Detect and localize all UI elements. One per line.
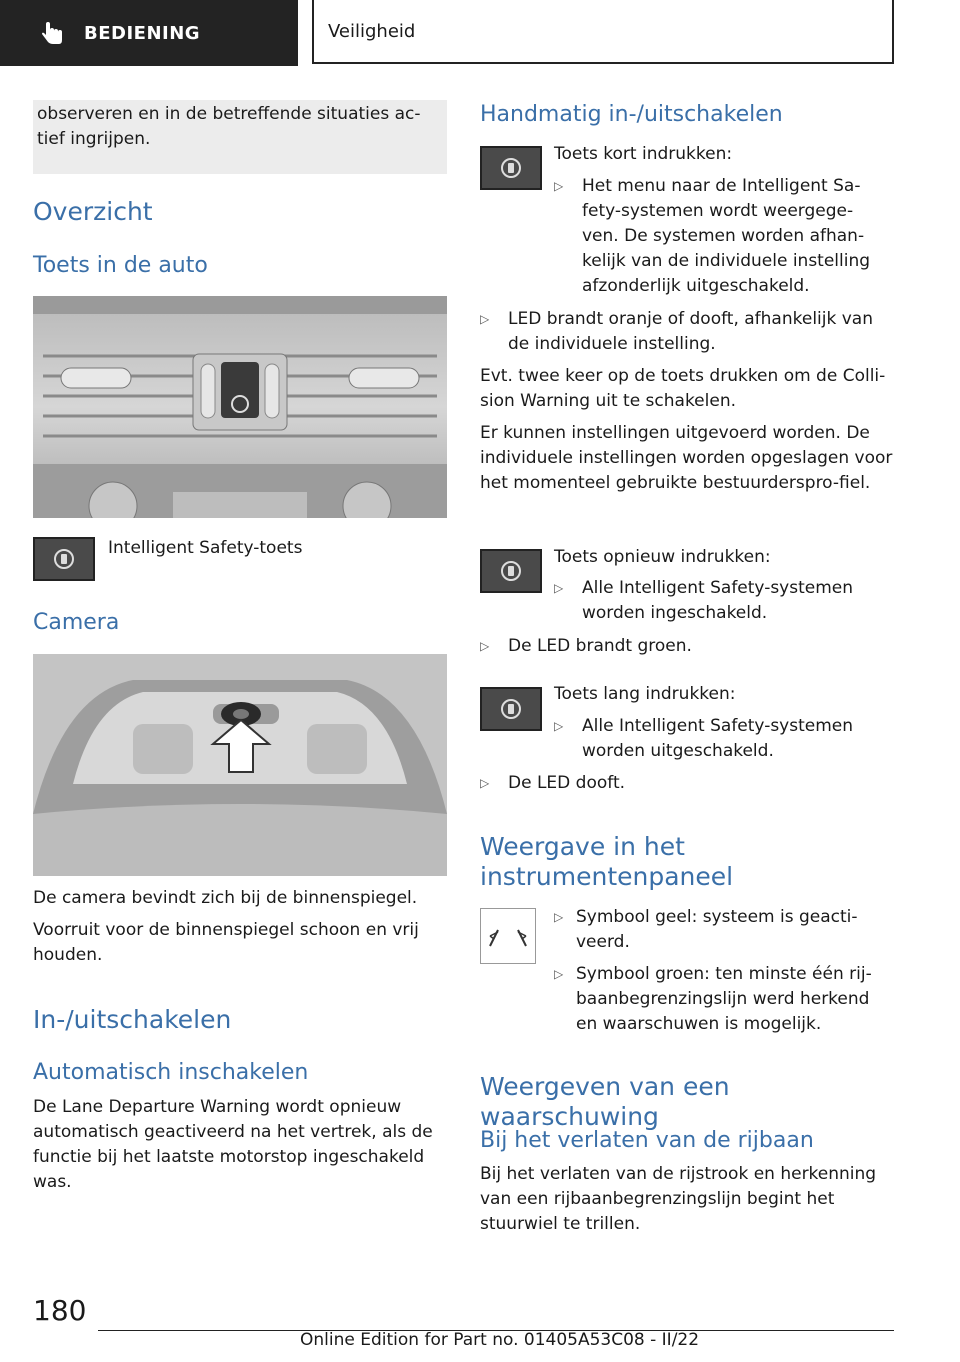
section-tab[interactable]	[0, 0, 298, 66]
er-text: Er kunnen instellingen uitgevoerd worden. De individuele instellingen worden opgeslagen voor het momenteel gebruikte bestuurderspro-fiel.	[480, 423, 893, 493]
rijbaan-text: Bij het verlaten van de rijstrook en herkenning van een rijbaanbegrenzingslijn begint het stuurwiel te trillen.	[480, 1164, 877, 1234]
bullet-triangle-icon: ▷	[554, 719, 564, 733]
auto-text: De Lane Departure Warning wordt opnieuw automatisch geactiveerd na het vertrek, als de functie bij het laatste motorstop ingeschakeld was.	[33, 1097, 433, 1192]
dashboard-photo	[33, 296, 447, 518]
safety-button-icon	[33, 537, 95, 581]
camera-heading: Camera	[33, 610, 120, 635]
weergeven-heading: Weergeven van een waarschuwing	[480, 1072, 730, 1131]
list-item: ▷ Symbool groen: ten minste één rij-baanbegrenzingslijn werd herkend en waarschuwen is mogelijk.	[554, 962, 884, 1037]
camera-text-2: Voorruit voor de binnenspiegel schoon en vrij houden.	[33, 920, 419, 965]
list-item: ▷ LED brandt oranje of dooft, afhankelijk van de individuele instelling.	[480, 307, 892, 357]
inuit-heading: In-/uitschakelen	[33, 1005, 232, 1034]
camera-photo	[33, 654, 447, 876]
intro-box	[33, 100, 447, 174]
windshield-illustration	[33, 654, 447, 876]
lang-label: Toets lang indrukken:	[554, 684, 736, 704]
footer-edition: Online Edition for Part no. 01405A53C08 - II/22	[300, 1330, 700, 1350]
bullet-triangle-icon: ▷	[480, 776, 490, 790]
dashboard-illustration	[33, 296, 447, 518]
bullet-triangle-icon: ▷	[554, 581, 564, 595]
list-item: ▷ Alle Intelligent Safety-systemen worden ingeschakeld.	[554, 576, 884, 626]
bullet-triangle-icon: ▷	[554, 967, 564, 981]
list-item: ▷ Symbool geel: systeem is geacti-veerd.	[554, 905, 884, 955]
intro-text: observeren en in de betreffende situaties ac-tief ingrijpen.	[37, 104, 421, 149]
toets-heading: Toets in de auto	[33, 253, 208, 278]
weergave-heading: Weergave in het instrumentenpaneel	[480, 832, 734, 891]
rijbaan-heading: Bij het verlaten van de rijbaan	[480, 1128, 814, 1153]
list-item: ▷ Alle Intelligent Safety-systemen worden uitgeschakeld.	[554, 714, 884, 764]
evt-text: Evt. twee keer op de toets drukken om de Colli-sion Warning uit te schakelen.	[480, 366, 886, 411]
auto-heading: Automatisch inschakelen	[33, 1060, 309, 1085]
safety-caption: Intelligent Safety-toets	[108, 538, 303, 558]
page-number: 180	[33, 1294, 87, 1327]
list-item: ▷ De LED brandt groen.	[480, 634, 892, 659]
overzicht-heading: Overzicht	[33, 197, 153, 226]
safety-button-icon	[480, 549, 542, 593]
list-item: ▷ Het menu naar de Intelligent Sa-fety-systemen wordt weergege-ven. De systemen worden afhan-kelijk van de individuele instelling afzonderlijk uitgeschakeld.	[554, 174, 884, 299]
bullet-triangle-icon: ▷	[554, 179, 564, 193]
lane-departure-icon	[480, 908, 536, 964]
camera-text-1: De camera bevindt zich bij de binnenspiegel.	[33, 888, 418, 908]
chapter-tab[interactable]	[312, 0, 894, 64]
safety-button-icon	[480, 687, 542, 731]
handmatig-heading: Handmatig in-/uitschakelen	[480, 102, 783, 127]
chapter-label: Veiligheid	[328, 20, 416, 42]
list-item: ▷ De LED dooft.	[480, 771, 892, 796]
hand-pointer-icon	[40, 20, 66, 46]
kort-label: Toets kort indrukken:	[554, 144, 733, 164]
bullet-triangle-icon: ▷	[480, 312, 490, 326]
section-label: BEDIENING	[84, 22, 201, 44]
bullet-triangle-icon: ▷	[480, 639, 490, 653]
opnieuw-label: Toets opnieuw indrukken:	[554, 547, 771, 567]
safety-button-icon	[480, 146, 542, 190]
bullet-triangle-icon: ▷	[554, 910, 564, 924]
